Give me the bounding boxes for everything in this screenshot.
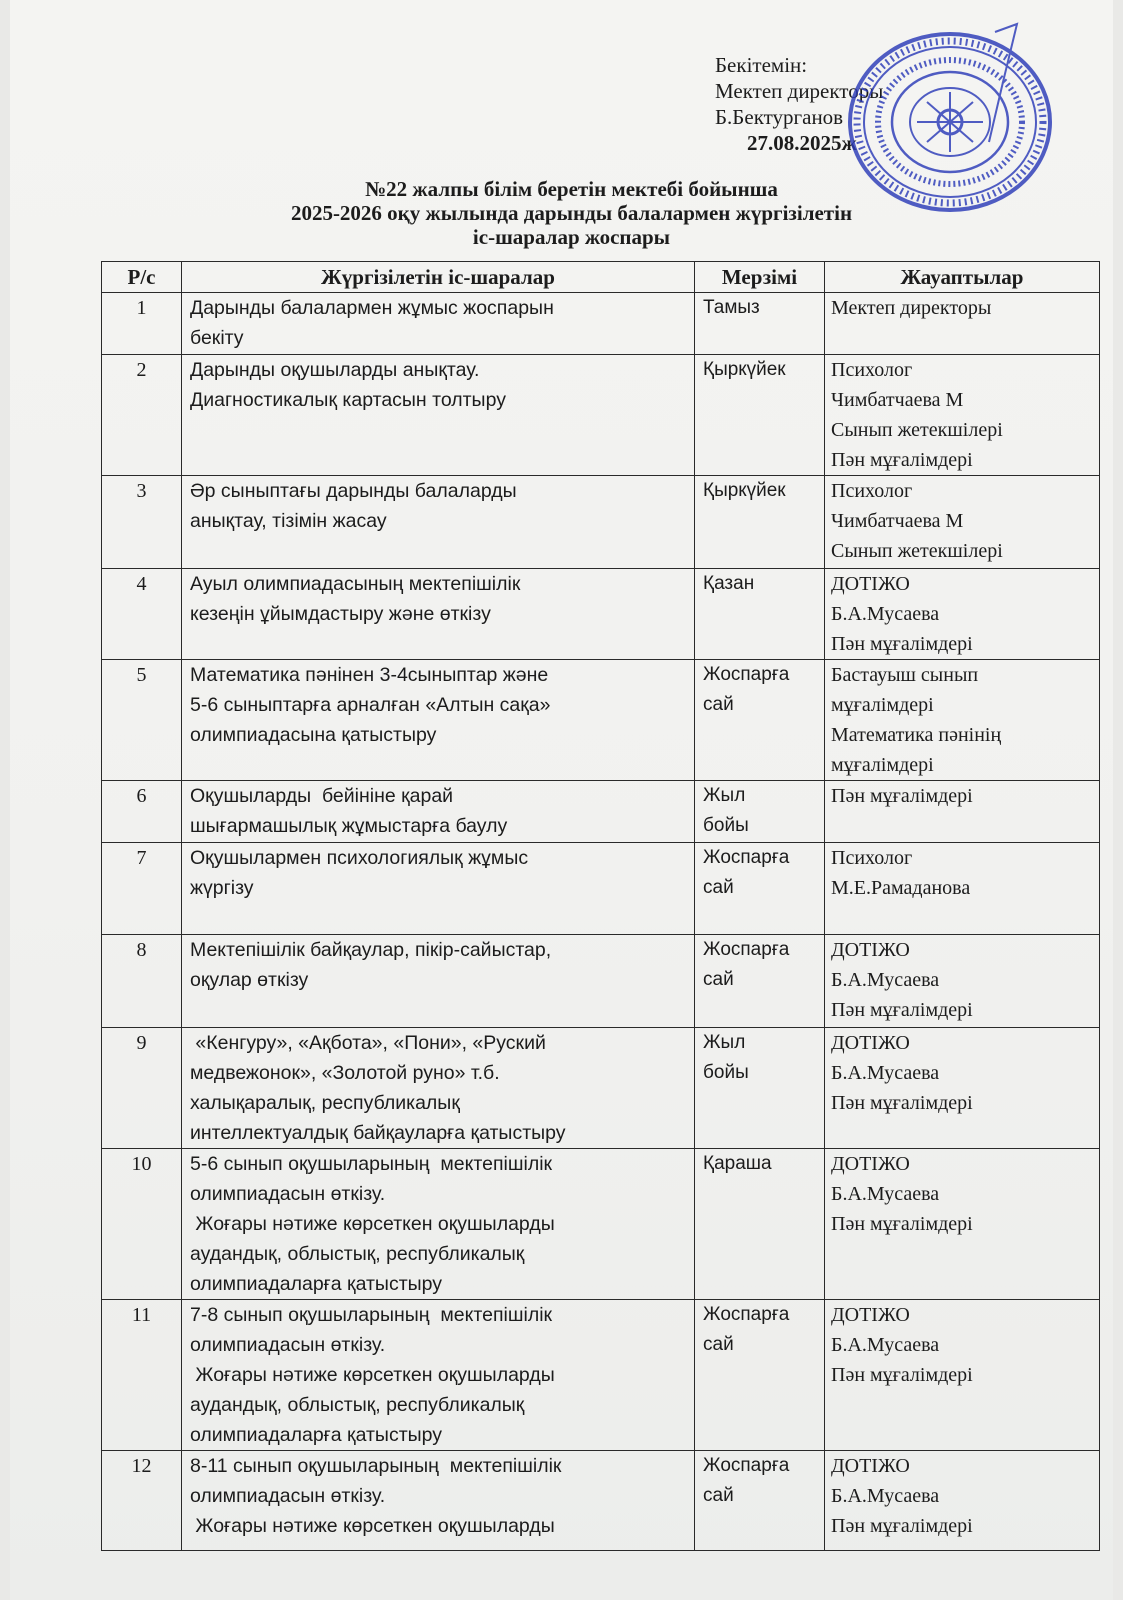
event-cell-line: Оқушыларды бейініне қарай — [190, 785, 454, 807]
event-cell-line: Ауыл олимпиадасының мектепішілік — [190, 573, 521, 595]
event-cell — [182, 476, 695, 569]
title-line-3: іс-шаралар жоспары — [472, 225, 671, 249]
term-cell-line: бойы — [703, 815, 749, 836]
term-cell — [695, 1451, 825, 1551]
event-cell-line: олимпиадаларға қатыстыру — [190, 1273, 443, 1295]
responsible-cell-line: Психолог — [831, 359, 913, 381]
header-number: Р/с — [102, 262, 182, 293]
term-cell-line: Қыркүйек — [703, 480, 786, 501]
responsible-cell-line: Психолог — [831, 480, 913, 502]
responsible-cell-line: ДОТІЖО — [831, 1304, 910, 1326]
header-responsible: Жауаптылар — [825, 262, 1100, 293]
responsible-cell-line: Пән мұғалімдері — [831, 1213, 973, 1235]
event-cell-line: Математика пәнінен 3-4сыныптар және — [190, 664, 549, 686]
table-row — [102, 1300, 1100, 1451]
responsible-cell — [825, 476, 1100, 569]
event-cell-line: олимпиадаларға қатыстыру — [190, 1424, 443, 1446]
event-cell — [182, 355, 695, 476]
event-cell-line: 8-11 сынып оқушыларының мектепішілік — [190, 1455, 562, 1477]
row-number: 11 — [102, 1300, 182, 1451]
event-cell-line: Дарынды балалармен жұмыс жоспарын — [190, 297, 554, 319]
term-cell-line: Қараша — [703, 1153, 772, 1174]
row-number: 5 — [102, 660, 182, 781]
responsible-cell — [825, 1300, 1100, 1451]
responsible-cell-line: Пән мұғалімдері — [831, 1092, 973, 1114]
event-cell-line: олимпиадасын өткізу. — [190, 1485, 386, 1507]
event-cell-line: жүргізу — [190, 877, 254, 899]
event-cell-line: интеллектуалдық байқауларға қатыстыру — [190, 1122, 566, 1144]
term-cell — [695, 569, 825, 660]
table-row — [102, 660, 1100, 781]
event-cell — [182, 1028, 695, 1149]
event-cell-line: «Кенгуру», «Ақбота», «Пони», «Руский — [190, 1032, 546, 1054]
table-row — [102, 569, 1100, 660]
event-cell-line: халықаралық, республикалық — [190, 1092, 460, 1114]
approval-position: Мектеп директоры — [715, 79, 884, 103]
responsible-cell-line: Психолог — [831, 847, 913, 869]
event-cell-line: Дарынды оқушыларды анықтау. — [190, 359, 480, 381]
document-title — [10, 177, 1123, 249]
responsible-cell — [825, 1149, 1100, 1300]
term-cell-line: Қазан — [703, 573, 755, 594]
term-cell — [695, 355, 825, 476]
responsible-cell-line: Пән мұғалімдері — [831, 1364, 973, 1386]
row-number: 9 — [102, 1028, 182, 1149]
term-cell-line: Жоспарға — [703, 1304, 790, 1325]
event-cell-line: Жоғары нәтиже көрсеткен оқушыларды — [190, 1364, 555, 1386]
term-cell — [695, 1149, 825, 1300]
responsible-cell — [825, 660, 1100, 781]
event-cell — [182, 935, 695, 1028]
event-cell — [182, 1451, 695, 1551]
header-term: Мерзімі — [695, 262, 825, 293]
event-cell-line: Жоғары нәтиже көрсеткен оқушыларды — [190, 1515, 555, 1537]
responsible-cell-line: Пән мұғалімдері — [831, 1515, 973, 1537]
responsible-cell-line: Пән мұғалімдері — [831, 449, 973, 471]
row-number: 3 — [102, 476, 182, 569]
event-cell-line: 7-8 сынып оқушыларының мектепішілік — [190, 1304, 553, 1326]
responsible-cell-line: Сынып жетекшілері — [831, 540, 1003, 562]
term-cell — [695, 781, 825, 843]
row-number: 8 — [102, 935, 182, 1028]
term-cell-line: сай — [703, 1334, 734, 1355]
responsible-cell-line: Математика пәнінің — [831, 724, 1002, 746]
table-body — [102, 293, 1100, 1551]
responsible-cell-line: Б.А.Мусаева — [831, 603, 940, 625]
event-cell-line: Мектепішілік байқаулар, пікір-сайыстар, — [190, 939, 552, 961]
table-header-row — [102, 262, 1100, 293]
event-cell-line: оқулар өткізу — [190, 969, 309, 991]
term-cell-line: сай — [703, 1485, 734, 1506]
term-cell-line: Жоспарға — [703, 939, 790, 960]
approval-name: Б.Бектурганов — [715, 105, 844, 129]
table-row — [102, 355, 1100, 476]
approval-date: 27.08.2025ж — [747, 131, 857, 155]
term-cell-line: Жыл — [703, 1032, 746, 1053]
event-cell — [182, 781, 695, 843]
responsible-cell-line: Б.А.Мусаева — [831, 1183, 940, 1205]
row-number: 6 — [102, 781, 182, 843]
event-cell — [182, 293, 695, 355]
term-cell-line: Жоспарға — [703, 847, 790, 868]
responsible-cell-line: Чимбатчаева М — [831, 510, 964, 532]
responsible-cell — [825, 355, 1100, 476]
event-cell-line: олимпиадасына қатыстыру — [190, 724, 437, 746]
term-cell-line: Тамыз — [703, 297, 760, 318]
header-event: Жүргізілетін іс-шаралар — [182, 262, 695, 293]
responsible-cell-line: ДОТІЖО — [831, 573, 910, 595]
responsible-cell-line: Бастауыш сынып — [831, 664, 979, 686]
responsible-cell-line: ДОТІЖО — [831, 1455, 910, 1477]
term-cell — [695, 935, 825, 1028]
responsible-cell-line: М.Е.Рамаданова — [831, 877, 971, 899]
term-cell-line: сай — [703, 969, 734, 990]
table-row — [102, 935, 1100, 1028]
responsible-cell-line: Б.А.Мусаева — [831, 969, 940, 991]
row-number: 4 — [102, 569, 182, 660]
term-cell — [695, 293, 825, 355]
row-number: 7 — [102, 843, 182, 935]
event-cell-line: олимпиадасын өткізу. — [190, 1334, 386, 1356]
row-number: 1 — [102, 293, 182, 355]
event-cell-line: аудандық, облыстық, республикалық — [190, 1394, 525, 1416]
event-cell-line: Әр сыныптағы дарынды балаларды — [190, 480, 517, 502]
responsible-cell — [825, 843, 1100, 935]
responsible-cell-line: ДОТІЖО — [831, 939, 910, 961]
responsible-cell-line: Б.А.Мусаева — [831, 1485, 940, 1507]
event-cell — [182, 1300, 695, 1451]
table-row — [102, 1451, 1100, 1551]
responsible-cell-line: Чимбатчаева М — [831, 389, 964, 411]
event-cell-line: аудандық, облыстық, республикалық — [190, 1243, 525, 1265]
responsible-cell-line: мұғалімдері — [831, 694, 934, 716]
row-number: 2 — [102, 355, 182, 476]
responsible-cell — [825, 781, 1100, 843]
approval-label: Бекітемін: — [715, 53, 808, 77]
term-cell — [695, 1300, 825, 1451]
responsible-cell — [825, 1451, 1100, 1551]
term-cell — [695, 660, 825, 781]
responsible-cell-line: ДОТІЖО — [831, 1032, 910, 1054]
table-row — [102, 1028, 1100, 1149]
responsible-cell — [825, 935, 1100, 1028]
title-line-1: №22 жалпы білім беретін мектебі бойынша — [365, 177, 778, 201]
term-cell-line: Жыл — [703, 785, 746, 806]
term-cell — [695, 843, 825, 935]
event-cell-line: Жоғары нәтиже көрсеткен оқушыларды — [190, 1213, 555, 1235]
table-row — [102, 293, 1100, 355]
responsible-cell-line: мұғалімдері — [831, 754, 934, 776]
event-cell-line: 5-6 сынып оқушыларының мектепішілік — [190, 1153, 553, 1175]
event-cell — [182, 660, 695, 781]
event-cell-line: 5-6 сыныптарға арналған «Алтын сақа» — [190, 694, 551, 716]
table-row — [102, 1149, 1100, 1300]
event-cell-line: Диагностикалық картасын толтыру — [190, 389, 506, 411]
responsible-cell — [825, 293, 1100, 355]
term-cell-line: сай — [703, 877, 734, 898]
responsible-cell-line: Пән мұғалімдері — [831, 999, 973, 1021]
title-line-2: 2025-2026 оқу жылында дарынды балалармен жүргізілетін — [290, 201, 853, 225]
term-cell-line: сай — [703, 694, 734, 715]
event-cell-line: анықтау, тізімін жасау — [190, 510, 387, 532]
term-cell-line: Жоспарға — [703, 664, 790, 685]
responsible-cell-line: Пән мұғалімдері — [831, 633, 973, 655]
event-cell-line: бекіту — [190, 327, 244, 349]
responsible-cell-line: Сынып жетекшілері — [831, 419, 1003, 441]
term-cell-line: Жоспарға — [703, 1455, 790, 1476]
row-number: 10 — [102, 1149, 182, 1300]
responsible-cell-line: Пән мұғалімдері — [831, 785, 973, 807]
row-number: 12 — [102, 1451, 182, 1551]
event-cell-line: Оқушылармен психологиялық жұмыс — [190, 847, 529, 869]
activity-plan-table — [101, 261, 1100, 1551]
term-cell-line: Қыркүйек — [703, 359, 786, 380]
responsible-cell-line: ДОТІЖО — [831, 1153, 910, 1175]
term-cell — [695, 1028, 825, 1149]
term-cell-line: бойы — [703, 1062, 749, 1083]
event-cell — [182, 569, 695, 660]
document-page — [10, 0, 1113, 1600]
responsible-cell — [825, 569, 1100, 660]
responsible-cell-line: Б.А.Мусаева — [831, 1062, 940, 1084]
responsible-cell — [825, 1028, 1100, 1149]
event-cell — [182, 1149, 695, 1300]
event-cell-line: кезеңін ұйымдастыру және өткізу — [190, 603, 491, 625]
event-cell-line: медвежонок», «Золотой руно» т.б. — [190, 1062, 500, 1084]
responsible-cell-line: Б.А.Мусаева — [831, 1334, 940, 1356]
event-cell-line: шығармашылық жұмыстарға баулу — [190, 815, 508, 837]
table-row — [102, 781, 1100, 843]
event-cell-line: олимпиадасын өткізу. — [190, 1183, 386, 1205]
term-cell — [695, 476, 825, 569]
table-row — [102, 843, 1100, 935]
event-cell — [182, 843, 695, 935]
responsible-cell-line: Мектеп директоры — [831, 297, 992, 319]
table-row — [102, 476, 1100, 569]
